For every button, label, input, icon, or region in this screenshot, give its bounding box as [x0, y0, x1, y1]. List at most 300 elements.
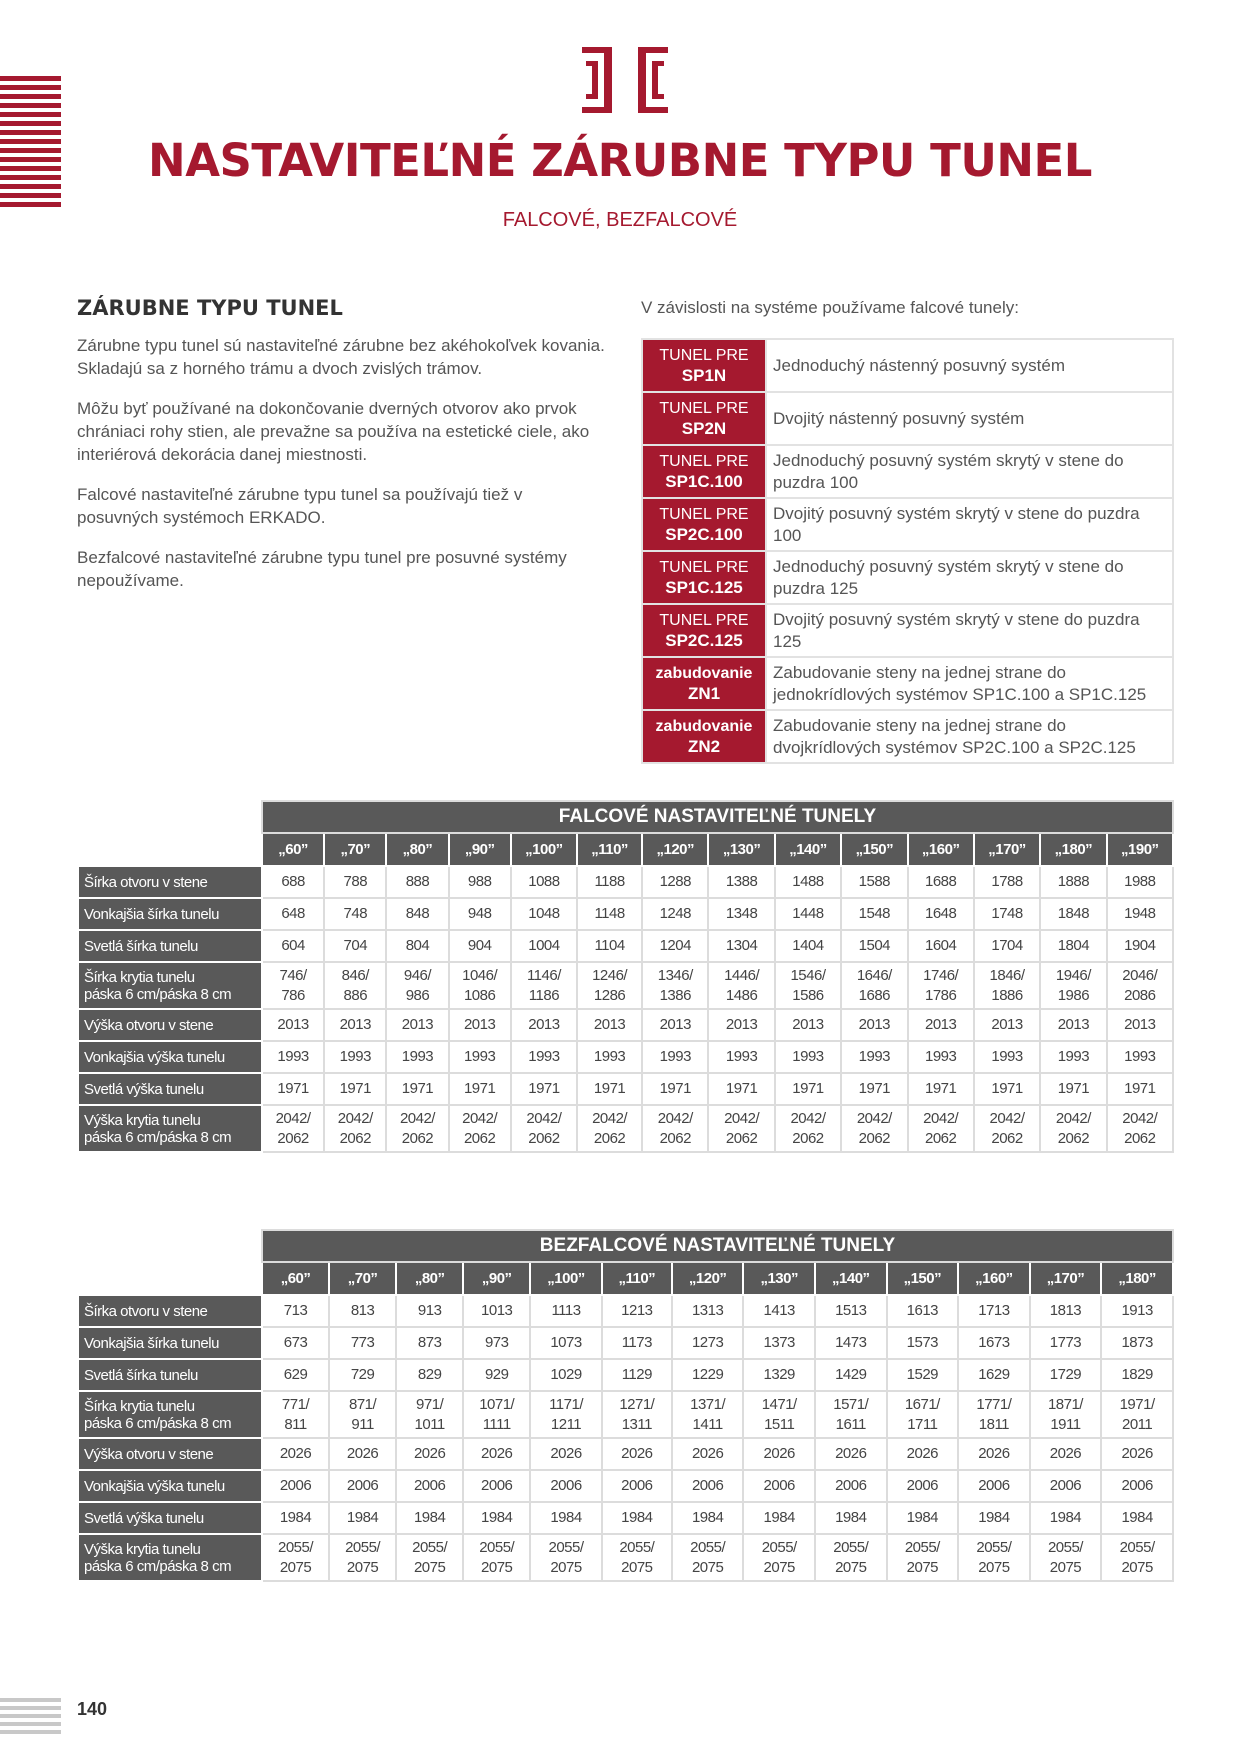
table-row [78, 1041, 1173, 1073]
row-label-text: Svetlá šírka tunelu [84, 937, 198, 955]
table-cell [775, 930, 841, 962]
cell-value: 1993 [463, 1048, 496, 1065]
cell-value: 848 [405, 905, 430, 922]
table-row [78, 1359, 1173, 1391]
cell-value-second-line: 2075 [346, 1558, 379, 1576]
table-cell [511, 962, 577, 1009]
table-cell [642, 898, 708, 930]
type-keyword: zabudovanie [655, 717, 753, 735]
type-description: Jednoduchý posuvný systém skrytý v stene do puzdra 100 [766, 445, 1173, 498]
table-cell [974, 1073, 1040, 1105]
cell-value: 2042/ [923, 1109, 959, 1127]
cell-value: 1688 [925, 873, 957, 890]
falcove-dimensions-table [77, 800, 1174, 1153]
tunnel-types-table [641, 338, 1174, 764]
cell-value: 2042/ [724, 1109, 760, 1127]
row-label [78, 1502, 262, 1534]
type-code: SP2C.100 [665, 524, 743, 544]
table-cell [324, 930, 386, 962]
cell-value: 1946/ [1055, 966, 1091, 984]
cell-value: 2006 [906, 1477, 939, 1494]
table-row [78, 1438, 1173, 1470]
table-cell [262, 1470, 329, 1502]
table-cell [743, 1502, 815, 1534]
table-row [78, 1534, 1173, 1581]
cell-value-second-line: 2062 [858, 1129, 891, 1147]
table-cell [841, 1041, 907, 1073]
table-cell [262, 1391, 329, 1438]
description-section [77, 296, 607, 609]
cell-value: 2013 [858, 1016, 891, 1033]
cell-value: 2026 [550, 1445, 582, 1462]
table-cell [386, 1009, 448, 1041]
cell-value-second-line: 1911 [1050, 1415, 1081, 1433]
cell-value-second-line: 1311 [621, 1415, 652, 1433]
table-cell [815, 1534, 887, 1581]
cell-value-second-line: 2062 [401, 1129, 434, 1147]
table-cell [1101, 1359, 1173, 1391]
row-label [78, 1073, 262, 1105]
cell-value: 1984 [978, 1509, 1010, 1526]
cell-value-second-line: 2075 [1049, 1558, 1082, 1576]
cell-value: 773 [350, 1334, 375, 1351]
cell-value: 713 [283, 1302, 308, 1319]
cell-value: 1748 [991, 905, 1023, 922]
cell-value-second-line: 2062 [463, 1129, 496, 1147]
table-cell [396, 1295, 463, 1327]
table-cell [1040, 962, 1106, 1009]
table-cell [815, 1391, 887, 1438]
cell-value: 1848 [1057, 905, 1090, 922]
cell-value: 1993 [401, 1048, 434, 1065]
row-label [78, 1105, 262, 1152]
table-cell [958, 1534, 1030, 1581]
column-header: „110” [577, 833, 642, 866]
table-cell [958, 1502, 1030, 1534]
table-cell [530, 1359, 602, 1391]
row-label-text: Výška otvoru v stene [84, 1445, 214, 1463]
cell-value: 1488 [792, 873, 824, 890]
table-cell [1030, 1359, 1102, 1391]
column-header: „70” [324, 833, 386, 866]
table-cell [449, 930, 511, 962]
table-cell [262, 1438, 329, 1470]
cell-value: 2006 [279, 1477, 312, 1494]
row-label-subtext: páska 6 cm/páska 8 cm [84, 1128, 232, 1146]
table-cell [511, 1105, 577, 1152]
table-cell [908, 866, 974, 898]
table-cell [396, 1359, 463, 1391]
table-cell [386, 1105, 448, 1152]
cell-value: 1371/ [690, 1395, 726, 1413]
table-cell [642, 1105, 708, 1152]
cell-value: 1948 [1124, 905, 1156, 922]
table-cell [262, 1295, 329, 1327]
type-code-cell [642, 339, 766, 392]
cell-value: 1013 [481, 1302, 513, 1319]
table-cell [449, 1009, 511, 1041]
row-label-text: Šírka otvoru v stene [84, 873, 208, 891]
column-header: „60” [262, 1262, 329, 1295]
table-cell [463, 1359, 530, 1391]
table-cell [511, 898, 577, 930]
cell-value: 673 [283, 1334, 308, 1351]
table-cell [386, 962, 448, 1009]
type-description: Zabudovanie steny na jednej strane do jednokrídlových systémov SP1C.100 a SP1C.125 [766, 657, 1173, 710]
cell-value: 2013 [1057, 1016, 1090, 1033]
table-cell [396, 1327, 463, 1359]
table-cell [908, 1105, 974, 1152]
cell-value: 1746/ [923, 966, 959, 984]
cell-value: 2042/ [1122, 1109, 1158, 1127]
cell-value: 2006 [550, 1477, 582, 1494]
table-cell [1107, 1041, 1173, 1073]
cell-value: 1446/ [724, 966, 760, 984]
bezfalcove-dimensions-table [77, 1229, 1174, 1582]
cell-value: 2013 [925, 1016, 957, 1033]
table-cell [887, 1470, 959, 1502]
cell-value: 1773 [1049, 1334, 1082, 1351]
cell-value: 1229 [691, 1366, 724, 1383]
paragraph: Falcové nastaviteľné zárubne typu tunel sa používajú tiež v posuvných systémoch ERKADO. [77, 485, 523, 527]
row-label-text: Vonkajšia výška tunelu [84, 1477, 225, 1495]
cell-value: 1993 [858, 1048, 891, 1065]
table-cell [841, 962, 907, 1009]
table-cell [577, 962, 642, 1009]
column-header: „130” [743, 1262, 815, 1295]
page-subtitle: FALCOVÉ, BEZFALCOVÉ [502, 209, 738, 231]
cell-value: 1348 [725, 905, 758, 922]
cell-value: 2013 [725, 1016, 758, 1033]
cell-value: 1913 [1121, 1302, 1153, 1319]
table-cell [974, 898, 1040, 930]
cell-value: 1971/ [1119, 1395, 1155, 1413]
cell-value: 2026 [413, 1445, 446, 1462]
table-cell [602, 1391, 672, 1438]
table-cell [602, 1502, 672, 1534]
column-header: „100” [511, 833, 577, 866]
cell-value: 1804 [1057, 937, 1090, 954]
table-cell [324, 898, 386, 930]
cell-value-second-line: 2075 [279, 1558, 312, 1576]
cell-value: 729 [350, 1366, 375, 1383]
cell-value: 1448 [792, 905, 824, 922]
cell-value: 1288 [659, 873, 691, 890]
cell-value: 1313 [691, 1302, 724, 1319]
table-cell [386, 898, 448, 930]
type-description: Zabudovanie steny na jednej strane do dvojkrídlových systémov SP2C.100 a SP2C.125 [766, 710, 1173, 763]
cell-value: 2006 [763, 1477, 795, 1494]
table-cell [958, 1359, 1030, 1391]
cell-value: 1993 [659, 1048, 691, 1065]
cell-value: 1329 [763, 1366, 795, 1383]
cell-value-second-line: 1486 [725, 986, 758, 1004]
row-label [78, 866, 262, 898]
table-cell [841, 930, 907, 962]
table-cell [708, 930, 774, 962]
table-cell [815, 1502, 887, 1534]
cell-value: 2046/ [1122, 966, 1158, 984]
table-cell [841, 1073, 907, 1105]
table-cell [530, 1502, 602, 1534]
table-row [78, 1073, 1173, 1105]
cell-value: 1048 [528, 905, 560, 922]
cell-value: 1071/ [479, 1395, 515, 1413]
cell-value: 2055/ [548, 1538, 584, 1556]
cell-value: 1129 [621, 1366, 652, 1383]
table-cell [642, 930, 708, 962]
cell-value-second-line: 2062 [1057, 1129, 1090, 1147]
type-code-cell [642, 710, 766, 763]
table-cell [262, 1105, 324, 1152]
table-cell [1107, 1009, 1173, 1041]
row-label [78, 962, 262, 1009]
table-cell [743, 1470, 815, 1502]
cell-value: 1704 [991, 937, 1023, 954]
type-keyword: TUNEL PRE [659, 346, 749, 364]
cell-value: 2013 [277, 1016, 309, 1033]
table-cell [463, 1295, 530, 1327]
table-cell [672, 1359, 744, 1391]
cell-value: 2042/ [337, 1109, 373, 1127]
table-cell [908, 962, 974, 1009]
table-cell [1107, 1073, 1173, 1105]
table-cell [908, 930, 974, 962]
table-cell [908, 1009, 974, 1041]
table-row [78, 898, 1173, 930]
column-header: „140” [815, 1262, 887, 1295]
table-cell [530, 1391, 602, 1438]
table-row [78, 1295, 1173, 1327]
cell-value: 1729 [1049, 1366, 1082, 1383]
cell-value: 1388 [725, 873, 758, 890]
empty-corner [78, 833, 262, 866]
cell-value: 1984 [835, 1509, 867, 1526]
cell-value: 1984 [346, 1509, 379, 1526]
table-cell [530, 1295, 602, 1327]
type-code-cell [642, 657, 766, 710]
table-cell [602, 1327, 672, 1359]
table-cell [463, 1470, 530, 1502]
table-cell [1101, 1327, 1173, 1359]
column-header: „160” [908, 833, 974, 866]
column-header: „80” [396, 1262, 463, 1295]
cell-value: 2042/ [1055, 1109, 1091, 1127]
type-row [642, 339, 1173, 392]
cell-value: 1993 [991, 1048, 1023, 1065]
table-cell [329, 1295, 396, 1327]
cell-value: 1173 [621, 1334, 652, 1351]
table-cell [887, 1391, 959, 1438]
table-cell [577, 866, 642, 898]
cell-value-second-line: 2011 [1121, 1415, 1153, 1433]
cell-value: 748 [343, 905, 368, 922]
cell-value-second-line: 1811 [978, 1415, 1010, 1433]
cell-value: 2055/ [278, 1538, 314, 1556]
cell-value: 1993 [593, 1048, 626, 1065]
cell-value-second-line: 2062 [659, 1129, 691, 1147]
cell-value: 1984 [1049, 1509, 1082, 1526]
table-cell [1030, 1470, 1102, 1502]
table-cell [329, 1502, 396, 1534]
cell-value: 2042/ [790, 1109, 826, 1127]
cell-value: 2006 [481, 1477, 513, 1494]
cell-value: 1248 [659, 905, 691, 922]
table-cell [463, 1534, 530, 1581]
table-cell [1040, 1105, 1106, 1152]
table-cell [1040, 1041, 1106, 1073]
row-label-text: Šírka krytia tunelu [84, 968, 195, 986]
table-cell [262, 962, 324, 1009]
table-cell [329, 1327, 396, 1359]
cell-value: 846/ [341, 966, 369, 984]
table-cell [511, 1009, 577, 1041]
table-cell [1107, 930, 1173, 962]
cell-value-second-line: 1011 [414, 1415, 445, 1433]
table-cell [642, 866, 708, 898]
table-cell [262, 1359, 329, 1391]
table-cell [262, 1009, 324, 1041]
table-cell [577, 1041, 642, 1073]
cell-value-second-line: 2062 [528, 1129, 560, 1147]
cell-value: 1971 [858, 1080, 891, 1097]
column-header: „130” [708, 833, 774, 866]
column-header: „80” [386, 833, 448, 866]
table-cell [511, 1073, 577, 1105]
cell-value: 1204 [659, 937, 691, 954]
cell-value: 2055/ [1047, 1538, 1083, 1556]
table-cell [708, 962, 774, 1009]
section-heading: ZÁRUBNE TYPU TUNEL [77, 296, 343, 320]
cell-value: 1573 [906, 1334, 939, 1351]
table-cell [672, 1470, 744, 1502]
cell-value: 988 [467, 873, 492, 890]
type-row [642, 657, 1173, 710]
type-row [642, 604, 1173, 657]
table-cell [449, 962, 511, 1009]
cell-value: 1029 [550, 1366, 582, 1383]
cell-value: 2013 [339, 1016, 371, 1033]
row-label-text: Svetlá výška tunelu [84, 1509, 204, 1527]
cell-value-second-line: 2086 [1124, 986, 1156, 1004]
cell-value: 1304 [725, 937, 758, 954]
type-description: Dvojitý posuvný systém skrytý v stene do puzdra 125 [766, 604, 1173, 657]
cell-value: 2006 [621, 1477, 653, 1494]
cell-value: 1984 [906, 1509, 939, 1526]
table-cell [908, 1041, 974, 1073]
table-cell [463, 1391, 530, 1438]
table-cell [672, 1502, 744, 1534]
cell-value: 904 [467, 937, 492, 954]
cell-value-second-line: 2075 [481, 1558, 513, 1576]
cell-value-second-line: 886 [343, 986, 368, 1004]
row-label-text: Šírka otvoru v stene [84, 1302, 208, 1320]
column-header: „170” [1030, 1262, 1102, 1295]
cell-value: 873 [417, 1334, 442, 1351]
cell-value: 2055/ [345, 1538, 381, 1556]
row-label-text: Vonkajšia šírka tunelu [84, 1334, 219, 1352]
cell-value: 2006 [413, 1477, 446, 1494]
cell-value-second-line: 2075 [621, 1558, 653, 1576]
table-cell [815, 1327, 887, 1359]
cell-value: 1971 [277, 1080, 309, 1097]
row-label [78, 1391, 262, 1438]
table-cell [887, 1359, 959, 1391]
table-cell [602, 1470, 672, 1502]
type-code-cell [642, 551, 766, 604]
table-cell [396, 1438, 463, 1470]
table-cell [602, 1438, 672, 1470]
row-label-text: Svetlá šírka tunelu [84, 1366, 198, 1384]
cell-value: 2013 [991, 1016, 1023, 1033]
row-label [78, 930, 262, 962]
cell-value: 2013 [528, 1016, 560, 1033]
row-label [78, 1534, 262, 1581]
table-cell [672, 1391, 744, 1438]
table-cell [1040, 866, 1106, 898]
table-cell [329, 1391, 396, 1438]
cell-value-second-line: 811 [284, 1415, 307, 1433]
table-cell [1040, 930, 1106, 962]
table-cell [775, 1073, 841, 1105]
table-row [78, 866, 1173, 898]
type-description: Dvojitý nástenný posuvný systém [766, 392, 1173, 445]
row-label [78, 1009, 262, 1041]
cell-value: 771/ [281, 1395, 310, 1413]
table-cell [530, 1438, 602, 1470]
table-cell [1107, 866, 1173, 898]
table-cell [329, 1534, 396, 1581]
table-cell [577, 1073, 642, 1105]
table-cell [396, 1470, 463, 1502]
table-cell [577, 930, 642, 962]
table-cell [974, 962, 1040, 1009]
row-label-subtext: páska 6 cm/páska 8 cm [84, 1557, 232, 1575]
row-label-subtext: páska 6 cm/páska 8 cm [84, 985, 232, 1003]
table-cell [511, 866, 577, 898]
cell-value-second-line: 1386 [659, 986, 691, 1004]
table-cell [1030, 1327, 1102, 1359]
cell-value: 1971 [991, 1080, 1023, 1097]
cell-value: 2026 [978, 1445, 1010, 1462]
table-cell [1107, 962, 1173, 1009]
column-header: „90” [463, 1262, 530, 1295]
table-cell [672, 1438, 744, 1470]
cell-value: 1993 [1124, 1048, 1156, 1065]
table-cell [708, 898, 774, 930]
table-row [78, 1391, 1173, 1438]
cell-value: 1993 [792, 1048, 824, 1065]
cell-value-second-line: 2075 [691, 1558, 724, 1576]
table-cell [324, 866, 386, 898]
cell-value: 1904 [1124, 937, 1156, 954]
cell-value: 2042/ [399, 1109, 435, 1127]
cell-value-second-line: 786 [281, 986, 305, 1004]
column-header: „70” [329, 1262, 396, 1295]
paragraph: Môžu byť používané na dokončovanie dverných otvorov ako prvok chrániaci rohy stien, ale prevažne sa používa na estetické ciele, ako interiérová dekorácia danej miestnosti. [77, 399, 590, 464]
table-cell [974, 1105, 1040, 1152]
cell-value: 1984 [1121, 1509, 1153, 1526]
column-header: „110” [602, 1262, 672, 1295]
row-label [78, 1470, 262, 1502]
row-label [78, 1359, 262, 1391]
type-row [642, 445, 1173, 498]
cell-value: 2055/ [904, 1538, 940, 1556]
table-cell [775, 962, 841, 1009]
cell-value: 1346/ [657, 966, 693, 984]
cell-value: 2026 [691, 1445, 724, 1462]
table-cell [743, 1359, 815, 1391]
